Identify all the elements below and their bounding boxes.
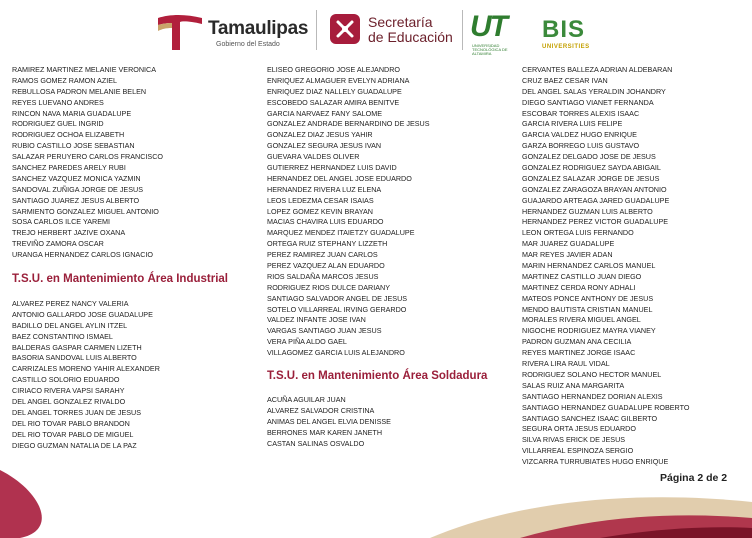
secretaria-text bbox=[368, 15, 453, 45]
list-item: ESCOBAR TORRES ALEXIS ISAAC bbox=[522, 108, 640, 118]
secretaria-logo bbox=[330, 12, 460, 52]
list-item: MACIAS CHAVIRA LUIS EDUARDO bbox=[267, 217, 384, 227]
list-item: CIRIACO RIVERA VAPSI SARAHY bbox=[12, 386, 125, 396]
list-item: DEL ANGEL SALAS YERALDIN JOHANDRY bbox=[522, 86, 666, 96]
list-item: ENRIQUEZ ALMAGUER EVELYN ADRIANA bbox=[267, 75, 410, 85]
list-item: GONZALEZ SALAZAR JORGE DE JESUS bbox=[522, 173, 660, 183]
list-item: SANTIAGO HERNANDEZ DORIAN ALEXIS bbox=[522, 391, 663, 401]
list-item: RODRIGUEZ OCHOA ELIZABETH bbox=[12, 130, 125, 140]
name-list bbox=[12, 299, 262, 451]
list-item: ENRIQUEZ DIAZ NALLELY GUADALUPE bbox=[267, 86, 402, 96]
list-item: SANTIAGO SANCHEZ ISAAC GILBERTO bbox=[522, 413, 658, 423]
list-item: PEREZ VAZQUEZ ALAN EDUARDO bbox=[267, 261, 385, 271]
list-item: BASORIA SANDOVAL LUIS ALBERTO bbox=[12, 353, 137, 363]
list-item: BERRONES MAR KAREN JANETH bbox=[267, 427, 383, 437]
list-item: LOPEZ GOMEZ KEVIN BRAYAN bbox=[267, 206, 373, 216]
name-list bbox=[12, 65, 262, 261]
list-item: DIEGO SANTIAGO VIANET FERNANDA bbox=[522, 97, 654, 107]
list-item: VILLARREAL ESPINOZA SERGIO bbox=[522, 446, 634, 456]
list-item: SARMIENTO GONZALEZ MIGUEL ANTONIO bbox=[12, 206, 159, 216]
bis-word: BIS bbox=[542, 16, 586, 43]
names-column-3 bbox=[522, 65, 752, 468]
tamaulipas-subtitle: Gobierno del Estado bbox=[216, 41, 280, 48]
list-item: REYES MARTINEZ JORGE ISAAC bbox=[522, 348, 636, 358]
list-item: PEREZ RAMIREZ JUAN CARLOS bbox=[267, 250, 378, 260]
list-item: REBULLOSA PADRON MELANIE BELEN bbox=[12, 86, 147, 96]
name-list bbox=[267, 395, 517, 449]
list-item: RODRIGUEZ RIOS DULCE DARIANY bbox=[267, 282, 391, 292]
tamaulipas-name: Tamaulipas bbox=[208, 18, 309, 39]
list-item: VERA PIÑA ALDO GAEL bbox=[267, 337, 347, 347]
list-item: URANGA HERNANDEZ CARLOS IGNACIO bbox=[12, 250, 153, 260]
list-item: DEL RIO TOVAR PABLO BRANDON bbox=[12, 418, 130, 428]
list-item: RINCON NAVA MARIA GUADALUPE bbox=[12, 108, 132, 118]
list-item: ALVAREZ SALVADOR CRISTINA bbox=[267, 405, 375, 415]
list-item: RAMIREZ MARTINEZ MELANIE VERONICA bbox=[12, 65, 157, 74]
list-item: CERVANTES BALLEZA ADRIAN ALDEBARAN bbox=[522, 65, 673, 74]
section-title-industrial: T.S.U. en Mantenimiento Área Industrial bbox=[12, 273, 228, 286]
list-item: MARTINEZ CASTILLO JUAN DIEGO bbox=[522, 271, 642, 281]
list-item: HERNANDEZ PEREZ VICTOR GUADALUPE bbox=[522, 217, 669, 227]
ut-subtitle: UNIVERSIDAD TECNOLÓGICA DE ALTAMIRA bbox=[472, 43, 508, 56]
name-list bbox=[522, 65, 752, 468]
list-item: GARCIA NARVAEZ FANY SALOME bbox=[267, 108, 383, 118]
list-item: ANTONIO GALLARDO JOSE GUADALUPE bbox=[12, 309, 153, 319]
list-item: DIEGO GUZMAN NATALIA DE LA PAZ bbox=[12, 440, 137, 450]
list-item: DEL RIO TOVAR PABLO DE MIGUEL bbox=[12, 429, 134, 439]
list-item: CARRIZALES MORENO YAHIR ALEXANDER bbox=[12, 364, 160, 374]
list-item: SANDOVAL ZUÑIGA JORGE DE JESUS bbox=[12, 184, 143, 194]
list-item: SANTIAGO HERNANDEZ GUADALUPE ROBERTO bbox=[522, 402, 690, 412]
name-list bbox=[267, 65, 517, 359]
list-item: VIZCARRA TURRUBIATES HUGO ENRIQUE bbox=[522, 457, 669, 467]
header-divider bbox=[462, 10, 463, 50]
list-item: GONZALEZ ANDRADE BERNARDINO DE JESUS bbox=[267, 119, 430, 129]
names-column-1 bbox=[12, 65, 262, 452]
list-item: CASTILLO SOLORIO EDUARDO bbox=[12, 375, 120, 385]
list-item: HERNANDEZ GUZMAN LUIS ALBERTO bbox=[522, 206, 653, 216]
list-item: SOTELO VILLARREAL IRVING GERARDO bbox=[267, 304, 407, 314]
list-item: MORALES RIVERA MIGUEL ANGEL bbox=[522, 315, 641, 325]
list-item: ESCOBEDO SALAZAR AMIRA BENITVE bbox=[267, 97, 400, 107]
secretaria-badge-icon bbox=[330, 14, 360, 44]
tamaulipas-emblem-icon bbox=[156, 12, 204, 52]
list-item: TREVIÑO ZAMORA OSCAR bbox=[12, 239, 104, 249]
list-item: GONZALEZ ZARAGOZA BRAYAN ANTONIO bbox=[522, 184, 667, 194]
list-item: RAMOS GOMEZ RAMON AZIEL bbox=[12, 75, 118, 85]
list-item: LEOS LEDEZMA CESAR ISAIAS bbox=[267, 195, 374, 205]
list-item: MATEOS PONCE ANTHONY DE JESUS bbox=[522, 293, 654, 303]
page-number: Página 2 de 2 bbox=[660, 472, 728, 484]
header-divider bbox=[316, 10, 317, 50]
list-item: REYES LUEVANO ANDRES bbox=[12, 97, 104, 107]
list-item: GONZALEZ DELGADO JOSE DE JESUS bbox=[522, 152, 656, 162]
list-item: MARTINEZ CERDA RONY ADHALI bbox=[522, 282, 636, 292]
list-item: SEGURA ORTA JESUS EDUARDO bbox=[522, 424, 636, 434]
list-item: ALVAREZ PEREZ NANCY VALERIA bbox=[12, 299, 129, 309]
list-item: CASTAN SALINAS OSVALDO bbox=[267, 438, 365, 448]
list-item: NIGOCHE RODRIGUEZ MAYRA VIANEY bbox=[522, 326, 656, 336]
list-item: SANTIAGO SALVADOR ANGEL DE JESUS bbox=[267, 293, 408, 303]
tamaulipas-logo bbox=[156, 10, 309, 54]
list-item: SANTIAGO JUAREZ JESUS ALBERTO bbox=[12, 195, 140, 205]
list-item: BADILLO DEL ANGEL AYLIN ITZEL bbox=[12, 320, 128, 330]
list-item: TREJO HERBERT JAZIVE OXANA bbox=[12, 228, 126, 238]
list-item: MARIN HERNANDEZ CARLOS MANUEL bbox=[522, 261, 656, 271]
list-item: ACUÑA AGUILAR JUAN bbox=[267, 395, 346, 405]
list-item: MARQUEZ MENDEZ ITAIETZY GUADALUPE bbox=[267, 228, 415, 238]
list-item: SILVA RIVAS ERICK DE JESUS bbox=[522, 435, 626, 445]
list-item: GUAJARDO ARTEAGA JARED GUADALUPE bbox=[522, 195, 670, 205]
list-item: GUEVARA VALDES OLIVER bbox=[267, 152, 360, 162]
list-item: DEL ANGEL GONZALEZ RIVALDO bbox=[12, 397, 126, 407]
section-title-soldadura: T.S.U. en Mantenimiento Área Soldadura bbox=[267, 370, 488, 383]
list-item: RODRIGUEZ SOLANO HECTOR MANUEL bbox=[522, 369, 662, 379]
bis-universities: UNIVERSITIES bbox=[542, 44, 590, 50]
ut-letters: UT bbox=[470, 10, 506, 43]
list-item: SALAS RUIZ ANA MARGARITA bbox=[522, 380, 625, 390]
list-item: ELISEO GREGORIO JOSE ALEJANDRO bbox=[267, 65, 401, 74]
list-item: SOSA CARLOS ILCE YAREMI bbox=[12, 217, 110, 227]
list-item: ANIMAS DEL ANGEL ELVIA DENISSE bbox=[267, 416, 391, 426]
list-item: RIOS SALDAÑA MARCOS JESUS bbox=[267, 271, 379, 281]
list-item: BALDERAS GASPAR CARMEN LIZETH bbox=[12, 342, 142, 352]
list-item: GARCIA VALDEZ HUGO ENRIQUE bbox=[522, 130, 637, 140]
list-item: CRUZ BAEZ CESAR IVAN bbox=[522, 75, 608, 85]
list-item: PADRON GUZMAN ANA CECILIA bbox=[522, 337, 632, 347]
list-item: VARGAS SANTIAGO JUAN JESUS bbox=[267, 326, 382, 336]
names-column-2 bbox=[267, 65, 517, 450]
list-item: GONZALEZ SEGURA JESUS IVAN bbox=[267, 141, 382, 151]
list-item: GONZALEZ RODRIGUEZ SAYDA ABIGAIL bbox=[522, 163, 661, 173]
secretaria-line2: de Educación bbox=[368, 29, 453, 45]
list-item: SANCHEZ PAREDES ARELY RUBI bbox=[12, 163, 126, 173]
list-item: GARZA BORREGO LUIS GUSTAVO bbox=[522, 141, 640, 151]
list-item: MAR JUAREZ GUADALUPE bbox=[522, 239, 615, 249]
list-item: HERNANDEZ DEL ANGEL JOSE EDUARDO bbox=[267, 173, 412, 183]
list-item: MAR REYES JAVIER ADAN bbox=[522, 250, 613, 260]
list-item: VILLAGOMEZ GARCIA LUIS ALEJANDRO bbox=[267, 348, 405, 358]
list-item: DEL ANGEL TORRES JUAN DE JESUS bbox=[12, 407, 142, 417]
list-item: MENDO BAUTISTA CRISTIAN MANUEL bbox=[522, 304, 653, 314]
list-item: BAEZ CONSTANTINO ISMAEL bbox=[12, 331, 113, 341]
list-item: HERNANDEZ RIVERA LUZ ELENA bbox=[267, 184, 382, 194]
ut-bis-logo bbox=[470, 10, 600, 56]
list-item: GUTIERREZ HERNANDEZ LUIS DAVID bbox=[267, 163, 397, 173]
list-item: VALDEZ INFANTE JOSE IVAN bbox=[267, 315, 366, 325]
list-item: GONZALEZ DIAZ JESUS YAHIR bbox=[267, 130, 373, 140]
list-item: RIVERA LIRA RAUL VIDAL bbox=[522, 359, 610, 369]
page-header bbox=[0, 0, 752, 62]
list-item: RUBIO CASTILLO JOSE SEBASTIAN bbox=[12, 141, 135, 151]
list-item: ORTEGA RUIZ STEPHANY LIZZETH bbox=[267, 239, 388, 249]
secretaria-line1: Secretaría bbox=[368, 14, 433, 30]
list-item: RODRIGUEZ GUEL INGRID bbox=[12, 119, 104, 129]
list-item: SANCHEZ VAZQUEZ MONICA YAZMIN bbox=[12, 173, 141, 183]
list-item: SALAZAR PERUYERO CARLOS FRANCISCO bbox=[12, 152, 163, 162]
list-item: GARCIA RIVERA LUIS FELIPE bbox=[522, 119, 623, 129]
list-item: LEON ORTEGA LUIS FERNANDO bbox=[522, 228, 634, 238]
